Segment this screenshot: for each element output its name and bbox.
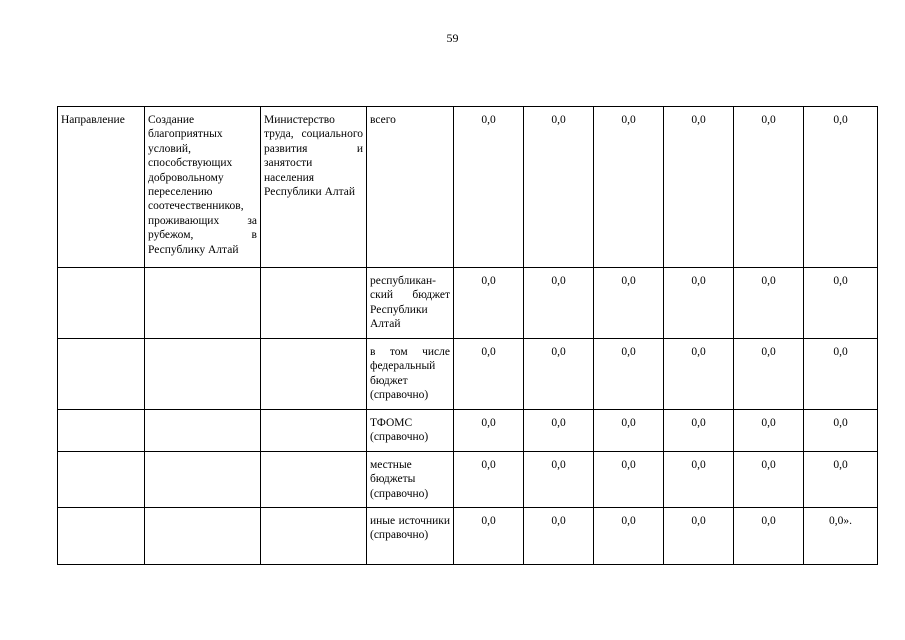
- value-cell: 0,0: [454, 107, 524, 268]
- value-cell: 0,0: [524, 107, 594, 268]
- table-row: [58, 410, 878, 452]
- direction-cell: Направление: [58, 107, 145, 268]
- value-cell: 0,0: [664, 410, 734, 452]
- value-cell: 0,0: [454, 508, 524, 565]
- table-row: [58, 452, 878, 508]
- empty-cell: [261, 508, 367, 565]
- table-row: [58, 107, 878, 268]
- value-cell: 0,0: [594, 268, 664, 339]
- empty-cell: [58, 268, 145, 339]
- empty-cell: [145, 268, 261, 339]
- funding-source-cell: республикан-ский бюджет Республики Алтай: [367, 268, 454, 339]
- funding-source-cell: ТФОМС (справочно): [367, 410, 454, 452]
- empty-cell: [145, 339, 261, 410]
- funding-source-cell: всего: [367, 107, 454, 268]
- value-cell: 0,0: [664, 452, 734, 508]
- value-cell: 0,0: [804, 339, 878, 410]
- value-cell: 0,0: [454, 452, 524, 508]
- activity-name-cell: Создание благоприятных условий, способствующих добровольному переселению соотечественников, проживающих за рубежом, в Республику Алтай: [145, 107, 261, 268]
- value-cell: 0,0: [524, 452, 594, 508]
- value-cell: 0,0: [804, 268, 878, 339]
- empty-cell: [261, 268, 367, 339]
- table-row: [58, 268, 878, 339]
- funding-source-cell: иные источники (справочно): [367, 508, 454, 565]
- empty-cell: [261, 410, 367, 452]
- value-cell: 0,0: [594, 339, 664, 410]
- value-cell: 0,0: [734, 107, 804, 268]
- value-cell: 0,0: [734, 410, 804, 452]
- value-cell: 0,0: [664, 268, 734, 339]
- value-cell: 0,0: [454, 339, 524, 410]
- empty-cell: [261, 339, 367, 410]
- value-cell: 0,0: [524, 410, 594, 452]
- value-cell: 0,0: [664, 339, 734, 410]
- value-cell: 0,0: [734, 508, 804, 565]
- funding-source-cell: местные бюджеты (справочно): [367, 452, 454, 508]
- table-row: [58, 339, 878, 410]
- empty-cell: [145, 508, 261, 565]
- budget-table: [57, 106, 878, 565]
- value-cell: 0,0: [734, 339, 804, 410]
- page-number: 59: [446, 31, 459, 45]
- value-cell: 0,0: [804, 107, 878, 268]
- value-cell: 0,0: [734, 452, 804, 508]
- value-cell: 0,0: [454, 410, 524, 452]
- value-cell: 0,0: [594, 508, 664, 565]
- executor-cell: Министерство труда, социального развития и занятости населения Республики Алтай: [261, 107, 367, 268]
- empty-cell: [145, 452, 261, 508]
- funding-source-cell: в том числе федеральный бюджет (справочно): [367, 339, 454, 410]
- empty-cell: [145, 410, 261, 452]
- empty-cell: [58, 410, 145, 452]
- value-cell: 0,0».: [804, 508, 878, 565]
- value-cell: 0,0: [594, 410, 664, 452]
- value-cell: 0,0: [734, 268, 804, 339]
- table-row: [58, 508, 878, 565]
- empty-cell: [261, 452, 367, 508]
- value-cell: 0,0: [664, 508, 734, 565]
- value-cell: 0,0: [804, 452, 878, 508]
- value-cell: 0,0: [804, 410, 878, 452]
- value-cell: 0,0: [664, 107, 734, 268]
- value-cell: 0,0: [524, 508, 594, 565]
- value-cell: 0,0: [594, 452, 664, 508]
- value-cell: 0,0: [524, 339, 594, 410]
- value-cell: 0,0: [594, 107, 664, 268]
- empty-cell: [58, 339, 145, 410]
- value-cell: 0,0: [524, 268, 594, 339]
- empty-cell: [58, 452, 145, 508]
- value-cell: 0,0: [454, 268, 524, 339]
- empty-cell: [58, 508, 145, 565]
